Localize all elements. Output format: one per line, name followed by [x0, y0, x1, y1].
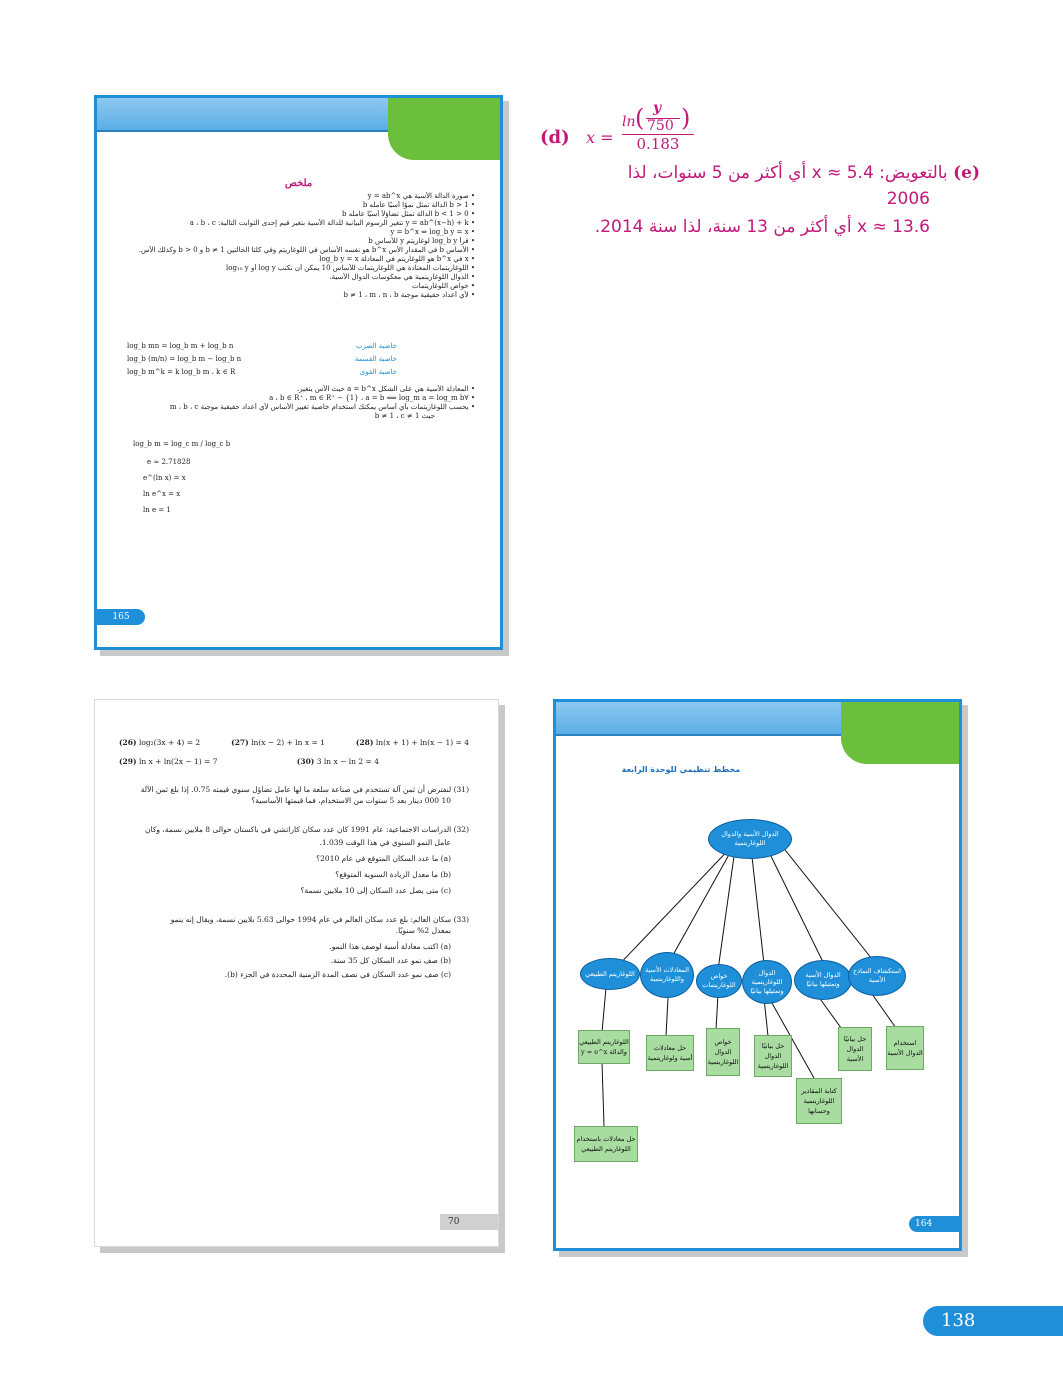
- q-line: (c) صف نمو عدد السكان في نصف المدة الزمنية المحددة في الجزء (b).: [224, 970, 451, 979]
- page-header-bar: [97, 98, 397, 132]
- property-name: خاصية القسمة: [354, 355, 397, 363]
- summary-line: • b > 1 الدالة تمثل نموًا أسيًا عامله b: [362, 201, 475, 209]
- formula-line: e ≈ 2.71828: [147, 458, 191, 466]
- denominator-750: 750: [647, 118, 674, 134]
- root-node: الدوال الأسية والدوال اللوغاريتمية: [708, 819, 792, 859]
- page-number-tab: [440, 1214, 498, 1230]
- q-line: (a) اكتب معادلة أسية لوصف هذا النمو.: [329, 942, 451, 951]
- formula-list: [133, 440, 333, 522]
- box-solve-equations: حل معادلات أسية ولوغاريتمية: [646, 1035, 694, 1071]
- eq-item: (28) ln(x + 1) + ln(x − 1) = 4: [355, 738, 469, 747]
- summary-line: • الدوال اللوغاريتمية هي معكوسات الدوال الأسية.: [329, 273, 475, 281]
- summary-line: • x في b^x هو اللوغاريتم في المعادلة log_b y = x: [319, 255, 475, 263]
- topic-equations: المعادلات الأسية واللوغاريتمية: [640, 952, 694, 998]
- page-number: 165: [112, 612, 130, 622]
- eq-item: (29) ln x + ln(2x − 1) = 7: [119, 757, 218, 766]
- q-line: (c) متى يصل عدد السكان إلى 10 ملايين نسمة؟: [300, 886, 451, 895]
- summary-line: • صورة الدالة الأسية هي y = ab^x: [367, 192, 475, 200]
- box-graph-log: حل بيانيًا الدوال اللوغاريتمية: [754, 1035, 792, 1077]
- formula-line: ln e^x = x: [143, 490, 181, 498]
- box-solve-natural-log: حل معادلات باستخدام اللوغاريتم الطبيعي: [574, 1126, 638, 1162]
- page-header-tab: [388, 98, 500, 160]
- summary-line: • y = ab^(x−h) + k تتغير الرسوم البيانية للدالة الأسية بتغير قيم إحدى الثوابت التالية: a ، b ، c: [189, 219, 475, 227]
- e-line3: x ≈ 13.6 أي أكثر من 13 سنة، لذا سنة 2014.: [594, 217, 930, 237]
- summary-line: • الأساس b في المقدار الأس b^x هو نفسه الأساس في اللوغاريتم وفي كلتا الحالتين b ≠ 1 و b > 0 وكذلك الأس.: [138, 246, 475, 254]
- solution-e-line1: [560, 163, 980, 183]
- property-list: [127, 342, 397, 381]
- property-formula: log_b mn = log_b m + log_b n: [127, 342, 234, 350]
- e-line2: 2006: [886, 189, 930, 209]
- label-d: (d): [540, 127, 570, 148]
- box-log-properties: خواص الدوال اللوغاريتمية: [706, 1028, 740, 1076]
- formula-line: log_b m = log_c m / log_c b: [133, 440, 231, 448]
- equations-row-1: [119, 738, 469, 747]
- summary-bullets-2: [127, 385, 475, 421]
- property-name: خاصية القوى: [359, 368, 397, 376]
- fraction-denominator: 0.183: [636, 135, 680, 153]
- topic-natural-log: اللوغاريتم الطبيعي: [580, 958, 640, 990]
- solution-d: [540, 100, 760, 160]
- q-line: (b) ما معدل الزيادة السنوية المتوقع؟: [335, 870, 451, 879]
- lhs-x: x =: [586, 128, 614, 147]
- summary-line: • المعادلة الأسية هي على الشكل a = b^x حيث الأس يتغير.: [296, 385, 475, 393]
- q-line: عامل النمو السنوي في هذا الوقت 1.039.: [319, 838, 451, 847]
- summary-line: • يحسب اللوغاريتمات بأي أساس يمكنك استخدام خاصية تغيير الأساس لأي أعداد حقيقية موجبة m ، b ، c: [169, 403, 475, 411]
- summary-line: • y = b^x ⇔ log_b y = x: [390, 228, 475, 236]
- paren-left: (: [635, 104, 645, 132]
- question-33: [119, 914, 469, 983]
- q-line: (33) سكان العالم: بلغ عدد سكان العالم في عام 1994 حوالى 5.63 بلايين نسمة، ويقال إنه ينمو: [170, 915, 469, 924]
- summary-line: • خواص اللوغاريتمات: [412, 282, 475, 290]
- box-natural-log-function: اللوغاريتم الطبيعي y = e^x والدالة: [578, 1030, 630, 1064]
- eq-item: (30) 3 ln x − ln 2 = 4: [296, 757, 379, 766]
- box-use-exp: استخدام الدوال الأسية: [886, 1026, 924, 1070]
- summary-line: • قرأ log_b y لوغاريتم y للأساس b: [368, 237, 475, 245]
- summary-title: ملخص: [284, 178, 313, 189]
- q-line: 10 000 دينار بعد 5 سنوات من الاستخدام، فما قيمتها الأساسية؟: [251, 796, 451, 805]
- e-line1: بالتعويض: x ≈ 5.4 أي أكثر من 5 سنوات، لذا: [627, 163, 948, 183]
- y-var: y: [653, 100, 662, 116]
- summary-line: • لأي أعداد حقيقية موجبة b ≠ 1 ، m ، n ، b: [343, 291, 475, 299]
- property-name: خاصية الضرب: [355, 342, 397, 350]
- formula-line: e^(ln x) = x: [143, 474, 186, 482]
- equations-row-2: [119, 757, 379, 766]
- box-log-expressions: كتابة المقادير اللوغاريتمية وحسابها: [796, 1078, 842, 1124]
- topic-exp-models: استكشاف النماذج الأسية: [848, 956, 906, 996]
- book-page-number: 138: [941, 1310, 976, 1331]
- q-line: (31) لنفترض أن ثمن آلة تستخدم في صناعة سلعة ما لها عامل تضاؤل سنوي قيمته 0.75. إذا بلغ ثمن الآلة: [140, 785, 469, 794]
- topic-exp-functions: الدوال الأسية وتمثيلها بيانيًا: [794, 960, 852, 1000]
- property-row: [127, 368, 397, 381]
- property-formula: log_b (m/n) = log_b m − log_b n: [127, 355, 242, 363]
- eq-item: (26) log₂(3x + 4) = 2: [119, 738, 201, 747]
- box-graph-exp: حل بيانيًا الدوال الأسية: [838, 1027, 872, 1071]
- q-line: (b) صف نمو عدد السكان كل 35 سنة.: [330, 956, 451, 965]
- ln-label: ln: [622, 114, 636, 130]
- solution-e: [560, 163, 980, 237]
- page-number-tab: [909, 1216, 959, 1232]
- summary-line: • ∀a ، b ∈ R⁺ ، m ∈ R⁺ − {1} ، a = b ⟺ log_m a = log_m b: [269, 394, 475, 402]
- question-31: [119, 784, 469, 806]
- summary-line: • 0 < b < 1 الدالة تمثل تضاؤلاً أسيًا عامله b: [342, 210, 475, 218]
- summary-line: • اللوغاريتمات المعتادة هي اللوغاريتمات للأساس 10 يمكن أن نكتب log y أو log₁₀ y: [226, 264, 475, 272]
- property-row: [127, 355, 397, 368]
- q-line: (a) ما عدد السكان المتوقع في عام 2010؟: [316, 854, 451, 863]
- fraction-numerator: [622, 100, 694, 134]
- fraction: [622, 100, 694, 153]
- property-row: [127, 342, 397, 355]
- topic-log-functions: الدوال اللوغاريتمية وتمثيلها بيانيًا: [742, 960, 792, 1004]
- summary-page-thumbnail: [94, 95, 503, 650]
- exercise-page-thumbnail: [94, 699, 499, 1247]
- paren-right: ): [681, 104, 691, 132]
- eq-item: (27) ln(x − 2) + ln x = 1: [231, 738, 325, 747]
- property-formula: log_b m^k = k log_b m ، k ∈ R: [127, 368, 236, 376]
- topic-log-properties: خواص اللوغاريتمات: [696, 964, 742, 998]
- q-line: بمعدل 2% سنويًا.: [395, 926, 451, 935]
- q-line: (32) الدراسات الاجتماعية: عام 1991 كان عدد سكان كاراتشي في باكستان حوالى 8 ملايين نسمة، وكان: [145, 825, 469, 834]
- page-number: 164: [915, 1219, 933, 1229]
- label-e: (e): [953, 163, 980, 183]
- page-number: 70: [448, 1217, 460, 1227]
- page-number-tab: [97, 609, 145, 625]
- summary-bullets: [127, 192, 475, 300]
- concept-map-thumbnail: [553, 699, 962, 1251]
- map-title: مخطط تنظيمي للوحدة الرابعة: [621, 765, 741, 774]
- book-page-number-tab: [923, 1306, 1063, 1336]
- question-32: [119, 824, 469, 901]
- summary-line: حيث b ≠ 1 ، c ≠ 1: [374, 412, 435, 420]
- formula-line: ln e = 1: [143, 506, 171, 514]
